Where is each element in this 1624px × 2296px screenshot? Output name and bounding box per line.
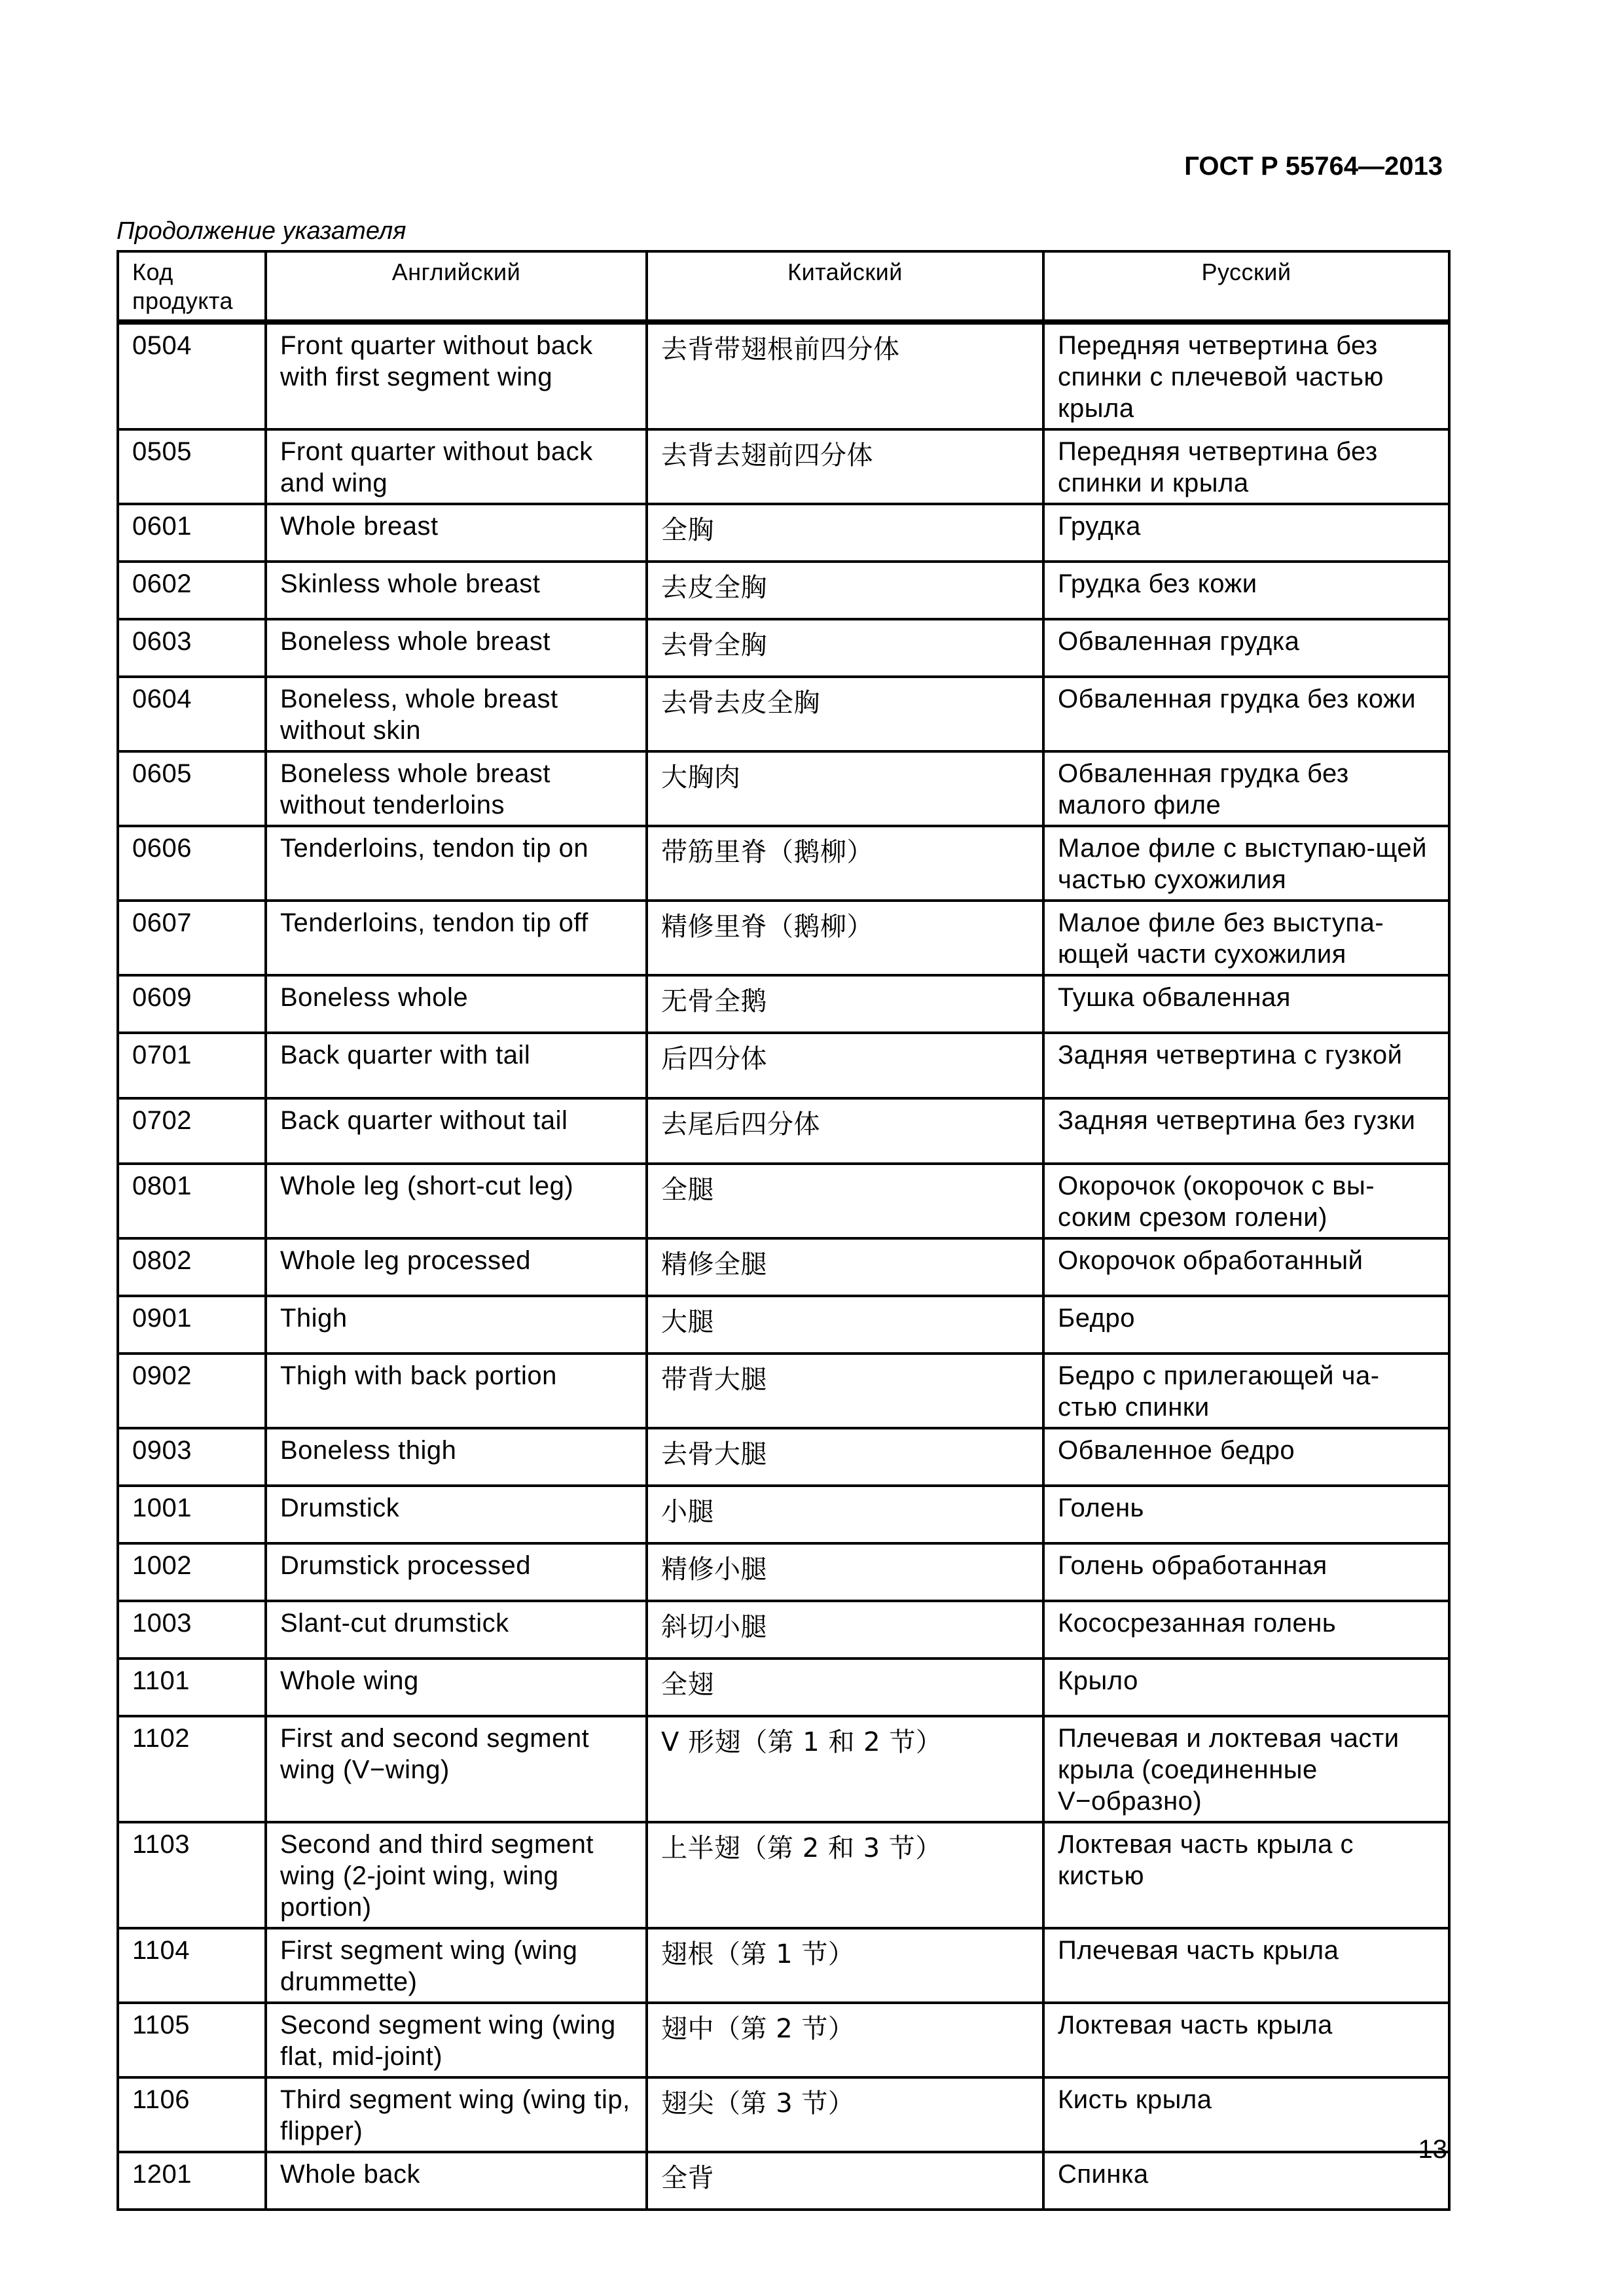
cell-russian: Окорочок обработанный [1043, 1238, 1449, 1296]
cell-chinese: 斜切小腿 [647, 1601, 1043, 1659]
cell-code: 1105 [118, 2003, 266, 2077]
cell-russian: Бедро с прилегающей ча-стью спинки [1043, 1354, 1449, 1428]
cell-code: 0902 [118, 1354, 266, 1428]
cell-english: Drumstick [266, 1486, 647, 1543]
cell-english: Skinless whole breast [266, 562, 647, 619]
table-row [118, 2077, 1449, 2152]
cell-chinese: 小腿 [647, 1486, 1043, 1543]
table-row [118, 1659, 1449, 1716]
cell-code: 0603 [118, 619, 266, 677]
cell-russian: Тушка обваленная [1043, 975, 1449, 1033]
cell-code: 1201 [118, 2152, 266, 2210]
table-row [118, 1543, 1449, 1601]
cell-chinese: 无骨全鹅 [647, 975, 1043, 1033]
cell-english: Boneless whole breast without tenderloins [266, 751, 647, 826]
product-index-table [117, 250, 1451, 2211]
cell-english: Boneless, whole breast without skin [266, 677, 647, 751]
cell-english: Third segment wing (wing tip, flipper) [266, 2077, 647, 2152]
cell-english: Thigh with back portion [266, 1354, 647, 1428]
cell-english: First and second segment wing (V−wing) [266, 1716, 647, 1822]
cell-english: Slant-cut drumstick [266, 1601, 647, 1659]
cell-russian: Спинка [1043, 2152, 1449, 2210]
cell-code: 0903 [118, 1428, 266, 1486]
cell-chinese: 精修全腿 [647, 1238, 1043, 1296]
cell-code: 0701 [118, 1033, 266, 1098]
cell-chinese: V 形翅（第 1 和 2 节） [647, 1716, 1043, 1822]
cell-chinese: 去骨全胸 [647, 619, 1043, 677]
cell-chinese: 精修小腿 [647, 1543, 1043, 1601]
cell-english: Front quarter without back with first segment wing [266, 322, 647, 429]
cell-russian: Передняя четвертина без спинки и крыла [1043, 429, 1449, 504]
cell-russian: Голень обработанная [1043, 1543, 1449, 1601]
cell-russian: Кисть крыла [1043, 2077, 1449, 2152]
cell-code: 0702 [118, 1098, 266, 1164]
table-row [118, 1098, 1449, 1164]
table-row [118, 751, 1449, 826]
cell-code: 1003 [118, 1601, 266, 1659]
table-row [118, 1354, 1449, 1428]
cell-code: 0601 [118, 504, 266, 562]
cell-russian: Малое филе без выступа-ющей части сухожилия [1043, 901, 1449, 975]
table-row [118, 975, 1449, 1033]
cell-code: 1102 [118, 1716, 266, 1822]
table-row [118, 1822, 1449, 1928]
cell-russian: Грудка [1043, 504, 1449, 562]
cell-russian: Крыло [1043, 1659, 1449, 1716]
column-header-russian: Русский [1043, 251, 1449, 322]
cell-english: Front quarter without back and wing [266, 429, 647, 504]
cell-code: 0605 [118, 751, 266, 826]
cell-russian: Окорочок (окорочок с вы-соким срезом голени) [1043, 1164, 1449, 1238]
cell-chinese: 去背去翅前四分体 [647, 429, 1043, 504]
cell-chinese: 去皮全胸 [647, 562, 1043, 619]
table-row [118, 1238, 1449, 1296]
table-row [118, 901, 1449, 975]
cell-chinese: 带筋里脊（鹅柳） [647, 826, 1043, 901]
column-header-english: Английский [266, 251, 647, 322]
cell-code: 0901 [118, 1296, 266, 1354]
cell-chinese: 全背 [647, 2152, 1043, 2210]
table-row [118, 2152, 1449, 2210]
cell-english: Whole breast [266, 504, 647, 562]
cell-chinese: 翅根（第 1 节） [647, 1928, 1043, 2003]
cell-russian: Грудка без кожи [1043, 562, 1449, 619]
table-header-row [118, 251, 1449, 322]
document-code: ГОСТ Р 55764—2013 [1184, 152, 1443, 181]
cell-russian: Обваленное бедро [1043, 1428, 1449, 1486]
cell-code: 0504 [118, 322, 266, 429]
table-row [118, 1164, 1449, 1238]
cell-english: Tenderloins, tendon tip on [266, 826, 647, 901]
cell-chinese: 去尾后四分体 [647, 1098, 1043, 1164]
cell-english: Drumstick processed [266, 1543, 647, 1601]
table-row [118, 1928, 1449, 2003]
cell-chinese: 去骨去皮全胸 [647, 677, 1043, 751]
cell-chinese: 全胸 [647, 504, 1043, 562]
cell-code: 1106 [118, 2077, 266, 2152]
cell-russian: Обваленная грудка [1043, 619, 1449, 677]
cell-code: 1103 [118, 1822, 266, 1928]
table-row [118, 1428, 1449, 1486]
cell-english: Boneless whole breast [266, 619, 647, 677]
cell-english: Second and third segment wing (2-joint wing, wing portion) [266, 1822, 647, 1928]
cell-russian: Локтевая часть крыла с кистью [1043, 1822, 1449, 1928]
cell-russian: Малое филе с выступаю-щей частью сухожилия [1043, 826, 1449, 901]
table-row [118, 322, 1449, 429]
table-row [118, 504, 1449, 562]
cell-english: Whole leg processed [266, 1238, 647, 1296]
cell-code: 0505 [118, 429, 266, 504]
cell-code: 1002 [118, 1543, 266, 1601]
cell-english: Back quarter with tail [266, 1033, 647, 1098]
cell-code: 0606 [118, 826, 266, 901]
cell-russian: Обваленная грудка без кожи [1043, 677, 1449, 751]
cell-chinese: 后四分体 [647, 1033, 1043, 1098]
cell-code: 1001 [118, 1486, 266, 1543]
table-caption: Продолжение указателя [117, 217, 406, 245]
cell-code: 0607 [118, 901, 266, 975]
cell-code: 1104 [118, 1928, 266, 2003]
cell-chinese: 翅中（第 2 节） [647, 2003, 1043, 2077]
cell-code: 0604 [118, 677, 266, 751]
table-row [118, 562, 1449, 619]
cell-code: 0609 [118, 975, 266, 1033]
cell-chinese: 全翅 [647, 1659, 1043, 1716]
cell-russian: Голень [1043, 1486, 1449, 1543]
column-header-code: Код продукта [118, 251, 266, 322]
cell-english: Whole leg (short-cut leg) [266, 1164, 647, 1238]
cell-russian: Задняя четвертина с гузкой [1043, 1033, 1449, 1098]
cell-english: Whole back [266, 2152, 647, 2210]
cell-russian: Косоcрезанная голень [1043, 1601, 1449, 1659]
table-row [118, 1296, 1449, 1354]
cell-english: Boneless thigh [266, 1428, 647, 1486]
cell-russian: Бедро [1043, 1296, 1449, 1354]
page-number: 13 [1418, 2135, 1447, 2164]
cell-russian: Передняя четвертина без спинки с плечевой частью крыла [1043, 322, 1449, 429]
cell-english: Boneless whole [266, 975, 647, 1033]
cell-english: Thigh [266, 1296, 647, 1354]
table-row [118, 1033, 1449, 1098]
cell-russian: Задняя четвертина без гузки [1043, 1098, 1449, 1164]
cell-code: 0802 [118, 1238, 266, 1296]
table-row [118, 619, 1449, 677]
cell-code: 0602 [118, 562, 266, 619]
cell-chinese: 翅尖（第 3 节） [647, 2077, 1043, 2152]
table-row [118, 1716, 1449, 1822]
cell-russian: Локтевая часть крыла [1043, 2003, 1449, 2077]
cell-chinese: 带背大腿 [647, 1354, 1043, 1428]
table-row [118, 429, 1449, 504]
cell-chinese: 去背带翅根前四分体 [647, 322, 1043, 429]
cell-code: 0801 [118, 1164, 266, 1238]
cell-chinese: 去骨大腿 [647, 1428, 1043, 1486]
table-row [118, 1601, 1449, 1659]
table-body [118, 322, 1449, 2210]
cell-english: Second segment wing (wing flat, mid-joint) [266, 2003, 647, 2077]
table-row [118, 826, 1449, 901]
cell-russian: Плечевая часть крыла [1043, 1928, 1449, 2003]
column-header-chinese: Китайский [647, 251, 1043, 322]
table-row [118, 677, 1449, 751]
cell-code: 1101 [118, 1659, 266, 1716]
cell-chinese: 大胸肉 [647, 751, 1043, 826]
cell-chinese: 精修里脊（鹅柳） [647, 901, 1043, 975]
cell-english: Back quarter without tail [266, 1098, 647, 1164]
cell-chinese: 大腿 [647, 1296, 1043, 1354]
cell-english: Tenderloins, tendon tip off [266, 901, 647, 975]
table-row [118, 1486, 1449, 1543]
cell-chinese: 上半翅（第 2 和 3 节） [647, 1822, 1043, 1928]
cell-english: Whole wing [266, 1659, 647, 1716]
cell-russian: Плечевая и локтевая части крыла (соединенные V−образно) [1043, 1716, 1449, 1822]
cell-russian: Обваленная грудка без малого филе [1043, 751, 1449, 826]
table-row [118, 2003, 1449, 2077]
cell-chinese: 全腿 [647, 1164, 1043, 1238]
cell-english: First segment wing (wing drummette) [266, 1928, 647, 2003]
